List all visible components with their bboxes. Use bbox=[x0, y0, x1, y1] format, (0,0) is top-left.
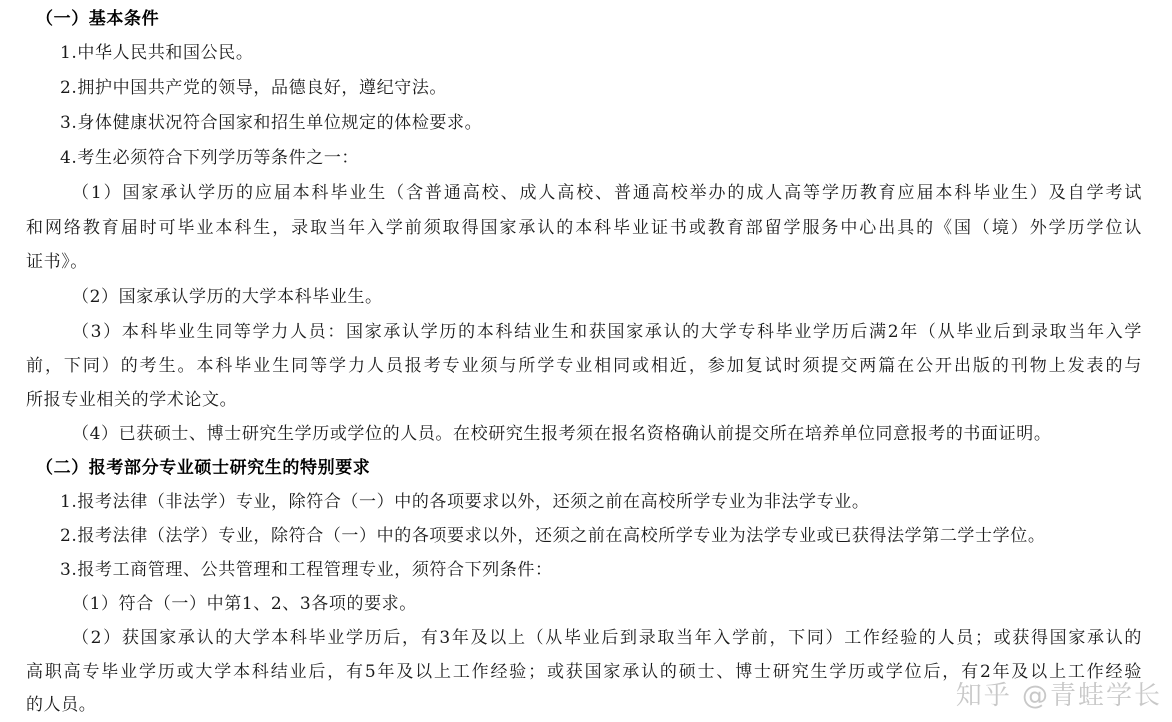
watermark: 知乎 @青蛙学长 bbox=[955, 681, 1162, 711]
list-item: 3.身体健康状况符合国家和招生单位规定的体检要求。 bbox=[60, 113, 483, 133]
section-heading: （一）基本条件 bbox=[36, 9, 160, 29]
list-item: 1.报考法律（非法学）专业，除符合（一）中的各项要求以外，还须之前在高校所学专业为非法学专业。 bbox=[60, 492, 870, 512]
list-item: （2）国家承认学历的大学本科毕业生。 bbox=[72, 287, 383, 307]
paragraph-line: （2）获国家承认的大学本科毕业学历后，有3年及以上（从毕业后到录取当年入学前，下同）工作经验的人员；或获得国家承认的 bbox=[72, 628, 1142, 648]
paragraph-line: （1）国家承认学历的应届本科毕业生（含普通高校、成人高校、普通高校举办的成人高等学历教育应届本科毕业生）及自学考试 bbox=[72, 183, 1142, 203]
list-item: （1）符合（一）中第1、2、3各项的要求。 bbox=[72, 594, 417, 614]
list-item: 3.报考工商管理、公共管理和工程管理专业，须符合下列条件： bbox=[60, 560, 553, 580]
paragraph-line: 的人员。 bbox=[26, 695, 97, 715]
list-item: 4.考生必须符合下列学历等条件之一： bbox=[60, 148, 360, 168]
paragraph-line: 前，下同）的考生。本科毕业生同等学力人员报考专业须与所学专业相同或相近，参加复试时须提交两篇在公开出版的刊物上发表的与 bbox=[26, 356, 1142, 376]
paragraph-line: 所报专业相关的学术论文。 bbox=[26, 390, 238, 410]
section-heading: （二）报考部分专业硕士研究生的特别要求 bbox=[36, 458, 371, 478]
paragraph-line: 和网络教育届时可毕业本科生，录取当年入学前须取得国家承认的本科毕业证书或教育部留学服务中心出具的《国（境）外学历学位认 bbox=[26, 218, 1142, 238]
paragraph-line: 高职高专毕业学历或大学本科结业后，有5年及以上工作经验；或获国家承认的硕士、博士研究生学历或学位后，有2年及以上工作经验 bbox=[26, 662, 1142, 682]
list-item: 2.拥护中国共产党的领导，品德良好，遵纪守法。 bbox=[60, 78, 448, 98]
list-item: 1.中华人民共和国公民。 bbox=[60, 43, 254, 63]
paragraph-line: （3）本科毕业生同等学力人员：国家承认学历的本科结业生和获国家承认的大学专科毕业学历后满2年（从毕业后到录取当年入学 bbox=[72, 322, 1142, 342]
list-item: 2.报考法律（法学）专业，除符合（一）中的各项要求以外，还须之前在高校所学专业为法学专业或已获得法学第二学士学位。 bbox=[60, 526, 1046, 546]
paragraph-line: 证书》。 bbox=[26, 252, 88, 272]
list-item: （4）已获硕士、博士研究生学历或学位的人员。在校研究生报考须在报名资格确认前提交所在培养单位同意报考的书面证明。 bbox=[72, 424, 1052, 444]
